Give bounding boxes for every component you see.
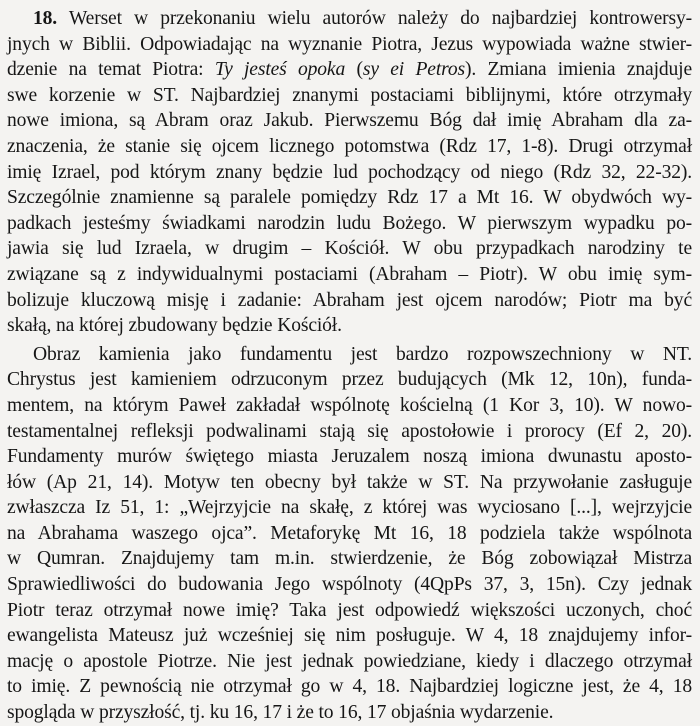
text-line: nowe imiona, są Abram oraz Jakub. Pierwszemu Bóg dał imię Abraham dla za- [7, 110, 692, 132]
text-line: testamentalnej refleksji podwalinami stają się apostołowie i prorocy (Ef 2, 20). [7, 420, 692, 442]
verse-number: 18. [33, 8, 58, 29]
text-line: jawia się lud Izraela, w drugim – Kościół. W obu przypadkach narodziny te [7, 238, 692, 260]
text-line: mentem, na którym Paweł zakładał wspólnotę kościelną (1 Kor 3, 10). W nowo- [7, 394, 692, 416]
text-line: ewangelista Mateusz już wcześniej się nim posługuje. W 4, 18 znajdujemy infor- [7, 625, 692, 647]
text-line: w Qumran. Znajdujemy tam m.in. stwierdzenie, że Bóg zobowiązał Mistrza [7, 548, 692, 570]
text-line: Piotr teraz otrzymał nowe imię? Taka jest odpowiedź większości uczonych, choć [7, 599, 692, 621]
paragraph-1 [7, 6, 692, 339]
text-line: jnych w Biblii. Odpowiadając na wyznanie Piotra, Jezus wypowiada ważne stwier- [7, 33, 692, 55]
text-line: Sprawiedliwości do budowania Jego wspólnoty (4QpPs 37, 3, 15n). Czy jednak [7, 574, 692, 596]
text-line: Szczególnie znamienne są paralele pomiędzy Rdz 17 a Mt 16. W obydwóch wy- [7, 187, 692, 209]
text-line: mację o apostole Piotrze. Nie jest jednak powiedziane, kiedy i dlaczego otrzymał [7, 650, 692, 672]
italic-greek: sy ei Petros [362, 59, 465, 81]
text-line: zwłaszcza Iz 51, 1: „Wejrzyjcie na skałę, z której was wyciosano [...], wejrzyjcie [7, 497, 692, 519]
text-line: dzenie na temat Piotra: Ty jesteś opoka (sy ei Petros). Zmiana imienia znajduje [7, 59, 692, 81]
text-line: swe korzenie w ST. Najbardziej znanymi postaciami biblijnymi, które otrzymały [7, 84, 692, 106]
text-line: padkach jesteśmy świadkami narodzin ludu Bożego. W pierwszym wypadku po- [7, 212, 692, 234]
text-line: bolizuje kluczową misję i zadanie: Abraham jest ojcem narodów; Piotr ma być [7, 289, 692, 311]
text-line: na Abrahama waszego ojca”. Metaforykę Mt 16, 18 podziela także wspólnota [7, 522, 692, 544]
paragraph-2 [7, 342, 692, 726]
text-line: to imię. Z pewnością nie otrzymał go w 4, 18. Najbardziej logiczne jest, że 4, 18 [7, 676, 692, 698]
text-line: spogląda w przyszłość, tj. ku 16, 17 i że to 16, 17 objaśnia wydarzenie. [7, 702, 554, 724]
text-line: związane są z indywidualnymi postaciami (Abraham – Piotr). W obu imię sym- [7, 263, 692, 285]
text-line: Chrystus jest kamieniem odrzuconym przez budujących (Mk 12, 10n), funda- [7, 369, 692, 391]
text-line: Obraz kamienia jako fundamentu jest bardzo rozpowszechniony w NT. [33, 343, 692, 365]
text-line: imię Izrael, pod którym znany będzie lud pochodzący od niego (Rdz 32, 22-32). [7, 161, 692, 183]
text-line: Fundamenty murów świętego miasta Jeruzalem noszą imiona dwunastu aposto- [7, 446, 692, 468]
text-line: łów (Ap 21, 14). Motyw ten obecny był także w ST. Na przywołanie zasługuje [7, 471, 692, 493]
text-line: 18. Werset w przekonaniu wielu autorów należy do najbardziej kontrowersy- [33, 8, 692, 29]
text-line: znaczenia, że stanie się ojcem licznego potomstwa (Rdz 17, 1-8). Drugi otrzymał [7, 135, 692, 157]
text-line: skałą, na której zbudowany będzie Kościół. [7, 315, 342, 337]
italic-quote: Ty jesteś opoka [214, 59, 346, 81]
